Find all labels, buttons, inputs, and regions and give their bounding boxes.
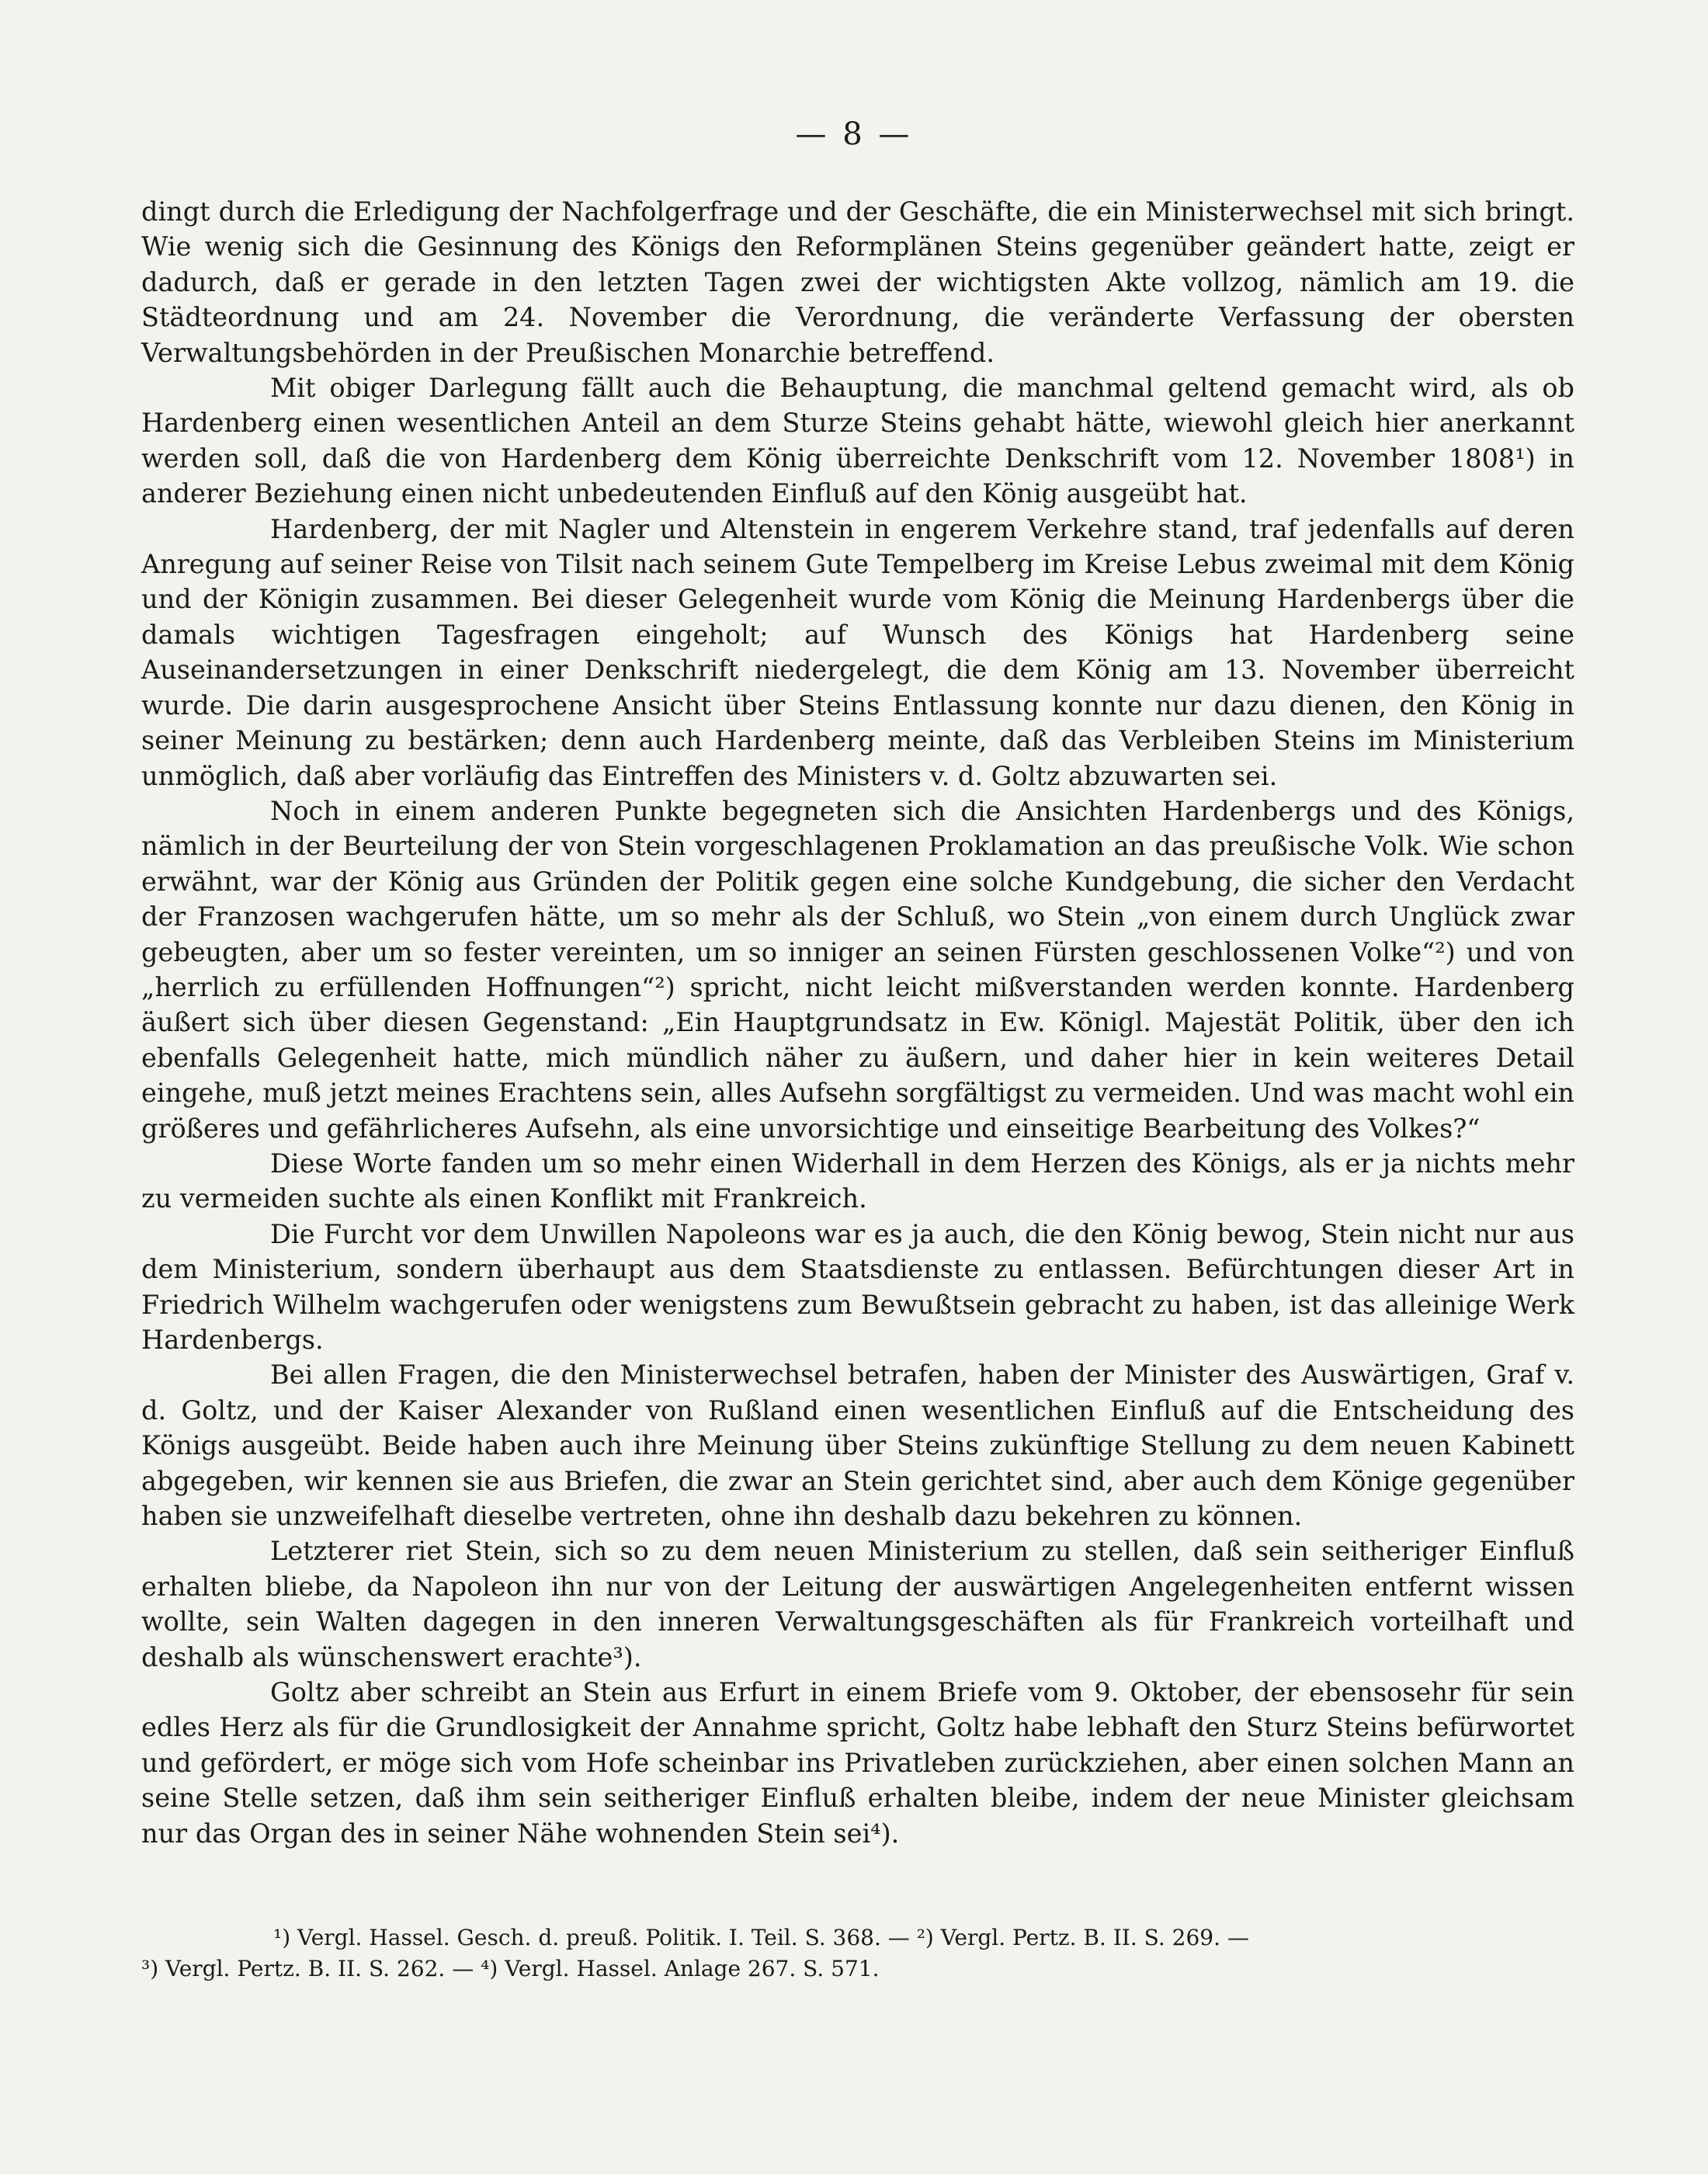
paragraph: Noch in einem anderen Punkte begegneten sich die Ansichten Hardenbergs und des Königs, nämlich in der Beurteilung der von Stein vorgeschlagenen Proklamation an das preußische Volk. Wie schon erwähnt, war der König aus Gründen der Politik gegen eine solche Kundgebung, die sicher den Verdacht der Franzosen wachgerufen hätte, um so mehr als der Schluß, wo Stein „von einem durch Unglück zwar gebeugten, aber um so fester vereinten, um so inniger an seinen Fürsten geschlossenen Volke“²) und von „herrlich zu erfüllenden Hoffnungen“²) spricht, nicht leicht mißverstanden werden konnte. Hardenberg äußert sich über diesen Gegenstand: „Ein Hauptgrundsatz in Ew. Königl. Majestät Politik, über den ich ebenfalls Gelegenheit hatte, mich mündlich näher zu äußern, und daher hier in kein weiteres Detail eingehe, muß jetzt meines Erachtens sein, alles Aufsehn sorgfältigst zu vermeiden. Und was macht wohl ein größeres und gefährlicheres Aufsehn, als eine unvorsichtige und einseitige Bearbeitung des Volkes?“ <box>141 795 1574 1144</box>
paragraph: Diese Worte fanden um so mehr einen Widerhall in dem Herzen des Königs, als er ja nichts mehr zu vermeiden suchte als einen Konflikt mit Frankreich. <box>141 1148 1574 1214</box>
page-number: — 8 — <box>795 116 913 152</box>
paragraph: Die Furcht vor dem Unwillen Napoleons war es ja auch, die den König bewog, Stein nicht nur aus dem Ministerium, sondern überhaupt aus dem Staatsdienste zu entlassen. Befürchtungen dieser Art in Friedrich Wilhelm wachgerufen oder wenigstens zum Bewußtsein gebracht zu haben, ist das alleinige Werk Hardenbergs. <box>141 1218 1574 1355</box>
paragraph: Mit obiger Darlegung fällt auch die Behauptung, die manchmal geltend gemacht wird, als ob Hardenberg einen wesentlichen Anteil an dem Sturze Steins gehabt hätte, wiewohl gleich hier anerkannt werden soll, daß die von Hardenberg dem König überreichte Denkschrift vom 12. November 1808¹) in anderer Beziehung einen nicht unbedeutenden Einfluß auf den König ausgeübt hat. <box>141 373 1574 509</box>
footnote-line: ³) Vergl. Pertz. B. II. S. 262. — ⁴) Vergl. Hassel. Anlage 267. S. 571. <box>141 1956 880 1981</box>
paragraph: dingt durch die Erledigung der Nachfolgerfrage und der Geschäfte, die ein Ministerwechsel mit sich bringt. Wie wenig sich die Gesinnung des Königs den Reformplänen Steins gegenüber geändert hatte, zeigt er dadurch, daß er gerade in den letzten Tagen zwei der wichtigsten Akte vollzog, nämlich am 19. die Städteordnung und am 24. November die Verordnung, die veränderte Verfassung der obersten Verwaltungsbehörden in der Preußischen Monarchie betreffend. <box>141 196 1574 368</box>
footnotes <box>141 1922 1574 1985</box>
paragraph: Letzterer riet Stein, sich so zu dem neuen Ministerium zu stellen, daß sein seitheriger Einfluß erhalten bliebe, da Napoleon ihn nur von der Leitung der auswärtigen Angelegenheiten entfernt wissen wollte, sein Walten dagegen in den inneren Verwaltungsgeschäften als für Frankreich vorteilhaft und deshalb als wünschenswert erachte³). <box>141 1536 1574 1672</box>
paragraph: Hardenberg, der mit Nagler und Altenstein in engerem Verkehre stand, traf jedenfalls auf deren Anregung auf seiner Reise von Tilsit nach seinem Gute Tempelberg im Kreise Lebus zweimal mit dem König und der Königin zusammen. Bei dieser Gelegenheit wurde vom König die Meinung Hardenbergs über die damals wichtigen Tagesfragen eingeholt; auf Wunsch des Königs hat Hardenberg seine Auseinandersetzungen in einer Denkschrift niedergelegt, die dem König am 13. November überreicht wurde. Die darin ausgesprochene Ansicht über Steins Entlassung konnte nur dazu dienen, den König in seiner Meinung zu bestärken; denn auch Hardenberg meinte, daß das Verbleiben Steins im Ministerium unmöglich, daß aber vorläufig das Eintreffen des Ministers v. d. Goltz abzuwarten sei. <box>141 513 1574 791</box>
body-text <box>141 194 1574 1851</box>
footnote-line: ¹) Vergl. Hassel. Gesch. d. preuß. Politik. I. Teil. S. 368. — ²) Vergl. Pertz. B. II. S. 269. — <box>273 1925 1249 1950</box>
paragraph: Goltz aber schreibt an Stein aus Erfurt in einem Briefe vom 9. Oktober, der ebensosehr für sein edles Herz als für die Grundlosigkeit der Annahme spricht, Goltz habe lebhaft den Sturz Steins befürwortet und gefördert, er möge sich vom Hofe scheinbar ins Privatleben zurückziehen, aber einen solchen Mann an seine Stelle setzen, daß ihm sein seitheriger Einfluß erhalten bleibe, indem der neue Minister gleichsam nur das Organ des in seiner Nähe wohnenden Stein sei⁴). <box>141 1677 1574 1849</box>
paragraph: Bei allen Fragen, die den Ministerwechsel betrafen, haben der Minister des Auswärtigen, Graf v. d. Goltz, und der Kaiser Alexander von Rußland einen wesentlichen Einfluß auf die Entscheidung des Königs ausgeübt. Beide haben auch ihre Meinung über Steins zukünftige Stellung zu dem neuen Kabinett abgegeben, wir kennen sie aus Briefen, die zwar an Stein gerichtet sind, aber auch dem Könige gegenüber haben sie unzweifelhaft dieselbe vertreten, ohne ihn deshalb dazu bekehren zu können. <box>141 1360 1574 1532</box>
